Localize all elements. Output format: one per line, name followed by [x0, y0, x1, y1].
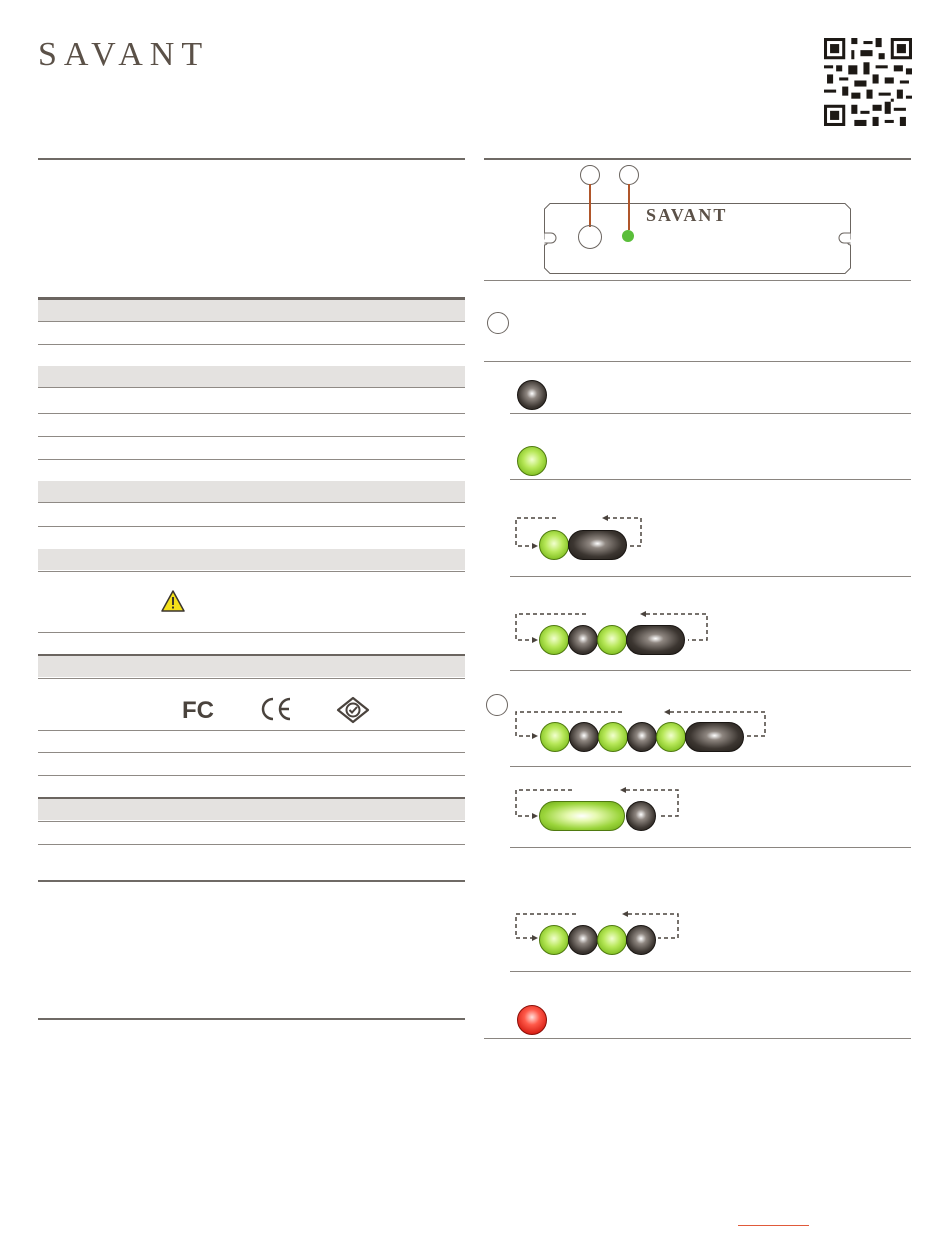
- callout-leader-1: [589, 184, 591, 227]
- spec-row-divider: [38, 526, 465, 527]
- spec-row-divider: [38, 571, 465, 572]
- spec-section-header: [38, 799, 465, 820]
- blink-pattern-off-led: [626, 801, 656, 831]
- blink-pattern-off-led: [568, 625, 598, 655]
- status-led-dot: [622, 230, 634, 242]
- spec-section-header: [38, 549, 465, 570]
- spec-row-divider: [38, 502, 465, 503]
- led-row-divider: [510, 670, 911, 671]
- blink-pattern-green-led: [539, 530, 569, 560]
- spec-row-divider: [38, 321, 465, 322]
- led-row-divider: [510, 576, 911, 577]
- spec-row-divider: [38, 678, 465, 679]
- spec-section-header: [38, 481, 465, 502]
- callout-leader-2: [628, 184, 630, 230]
- callout-circle-2: [619, 165, 639, 185]
- spec-row-divider: [38, 387, 465, 388]
- right-section-rule-top: [484, 158, 911, 160]
- section-marker-circle: [486, 694, 508, 716]
- right-section-rule: [484, 280, 911, 281]
- blink-pattern-green-led: [539, 925, 569, 955]
- blink-pattern-off-led: [568, 925, 598, 955]
- savant-logo: SAVANT: [38, 36, 210, 73]
- spec-section-header: [38, 656, 465, 677]
- panel-savant-logo: SAVANT: [646, 205, 728, 225]
- led-row-divider: [510, 847, 911, 848]
- blink-pattern-green-led: [598, 722, 628, 752]
- blink-pattern-green-led: [539, 625, 569, 655]
- spec-section-header: [38, 366, 465, 387]
- blink-pattern-off-segment: [568, 530, 627, 560]
- spec-section-header: [38, 300, 465, 321]
- callout-circle-1: [580, 165, 600, 185]
- led-row-divider: [510, 479, 911, 480]
- blink-pattern-green-segment: [539, 801, 625, 831]
- right-section-rule: [484, 1038, 911, 1039]
- blink-pattern-green-led: [597, 625, 627, 655]
- footer-accent-line: [738, 1225, 809, 1226]
- right-section-rule: [484, 361, 911, 362]
- blink-pattern-off-segment: [626, 625, 685, 655]
- blink-pattern-green-led: [540, 722, 570, 752]
- spec-row-divider: [38, 632, 465, 633]
- blink-pattern-green-led: [656, 722, 686, 752]
- spec-row-divider: [38, 844, 465, 845]
- spec-row-divider: [38, 459, 465, 460]
- warning-triangle-icon: [161, 590, 185, 612]
- blink-pattern-off-led: [627, 722, 657, 752]
- spec-row-divider: [38, 344, 465, 345]
- left-section-rule: [38, 880, 465, 882]
- blink-pattern-off-led: [626, 925, 656, 955]
- ce-mark-icon: [259, 696, 293, 722]
- spec-row-divider: [38, 821, 465, 822]
- led-off-indicator: [517, 380, 547, 410]
- reset-button-ring: [578, 225, 602, 249]
- fcc-mark-text: FC: [182, 697, 214, 722]
- blink-pattern-off-segment: [685, 722, 744, 752]
- spec-row-divider: [38, 775, 465, 776]
- left-section-rule: [38, 1018, 465, 1020]
- fcc-mark-icon: [182, 696, 218, 722]
- led-red-indicator: [517, 1005, 547, 1035]
- spec-row-divider: [38, 730, 465, 731]
- spec-row-divider: [38, 413, 465, 414]
- left-section-rule-top: [38, 158, 465, 160]
- blink-pattern-off-led: [569, 722, 599, 752]
- led-row-divider: [510, 766, 911, 767]
- qr-code-icon: [824, 38, 912, 126]
- rcm-mark-icon: [336, 696, 370, 724]
- led-row-divider: [510, 971, 911, 972]
- led-row-divider: [510, 413, 911, 414]
- spec-row-divider: [38, 752, 465, 753]
- led-green-indicator: [517, 446, 547, 476]
- blink-pattern-green-led: [597, 925, 627, 955]
- spec-row-divider: [38, 436, 465, 437]
- section-marker-circle: [487, 312, 509, 334]
